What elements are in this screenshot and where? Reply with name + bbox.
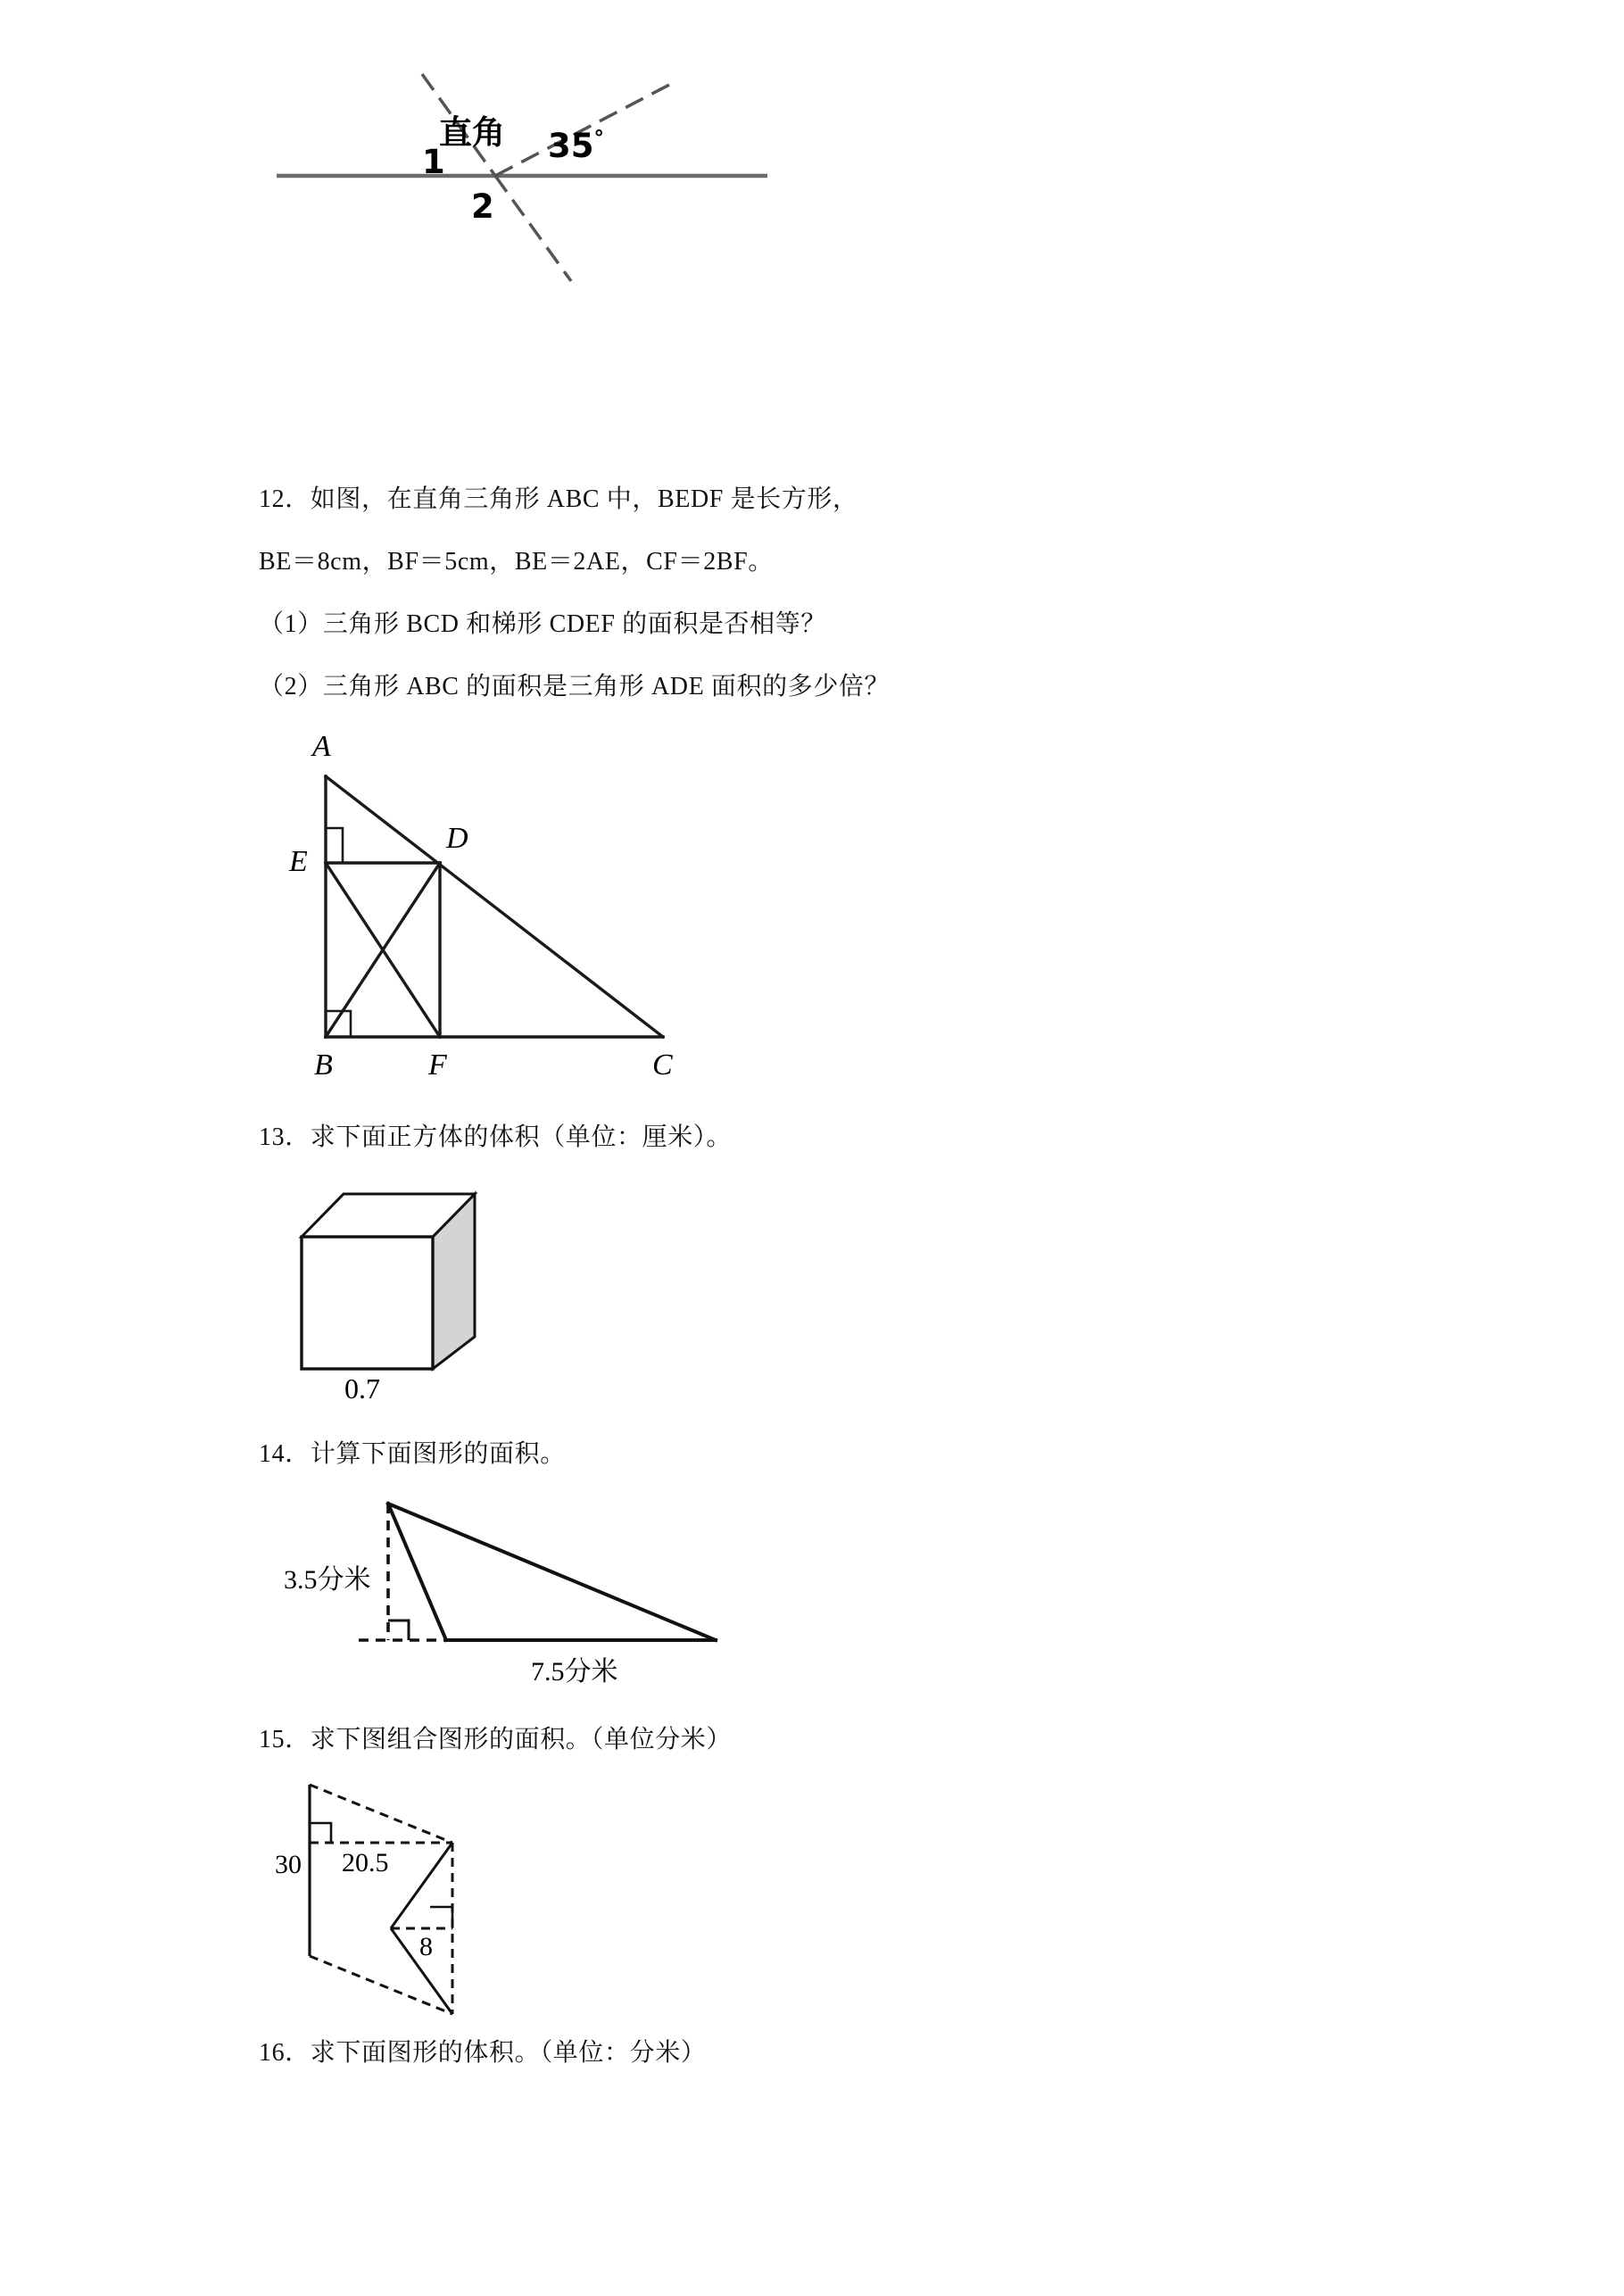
question-12-line-4: （2）三角形 ABC 的面积是三角形 ADE 面积的多少倍？ xyxy=(259,673,891,700)
vertex-label-D: D xyxy=(446,822,468,855)
angle-figure xyxy=(250,54,803,294)
angle-label-35-degrees xyxy=(548,127,604,165)
dashed-ray-lower-right xyxy=(495,176,571,281)
triangle-abc-figure xyxy=(268,714,714,1098)
degree-symbol-icon: ° xyxy=(593,127,604,151)
vertex-label-C: C xyxy=(652,1049,673,1082)
triangle-height-label: 3.5分米 xyxy=(284,1565,371,1595)
vertex-label-E: E xyxy=(289,845,308,878)
angle-label-1: 1 xyxy=(422,143,445,181)
segment-AC xyxy=(326,776,663,1037)
triangle-area-figure xyxy=(259,1490,758,1722)
composite-figure xyxy=(241,1771,526,2030)
vertex-label-A: A xyxy=(312,730,331,763)
composite-notch-upper xyxy=(391,1843,452,1928)
question-13-line-1: 13．求下面正方体的体积（单位：厘米）。 xyxy=(259,1123,733,1151)
right-angle-marker-at-height-foot xyxy=(388,1620,409,1640)
question-12-line-2: BE＝8cm，BF＝5cm，BE＝2AE，CF＝2BF。 xyxy=(259,548,774,576)
angle-label-2: 2 xyxy=(471,187,494,226)
right-angle-marker-notch xyxy=(430,1907,452,1928)
cube-front-face xyxy=(302,1237,433,1369)
question-14-line-1: 14．计算下面图形的面积。 xyxy=(259,1440,566,1468)
cube-edge-label: 0.7 xyxy=(344,1372,380,1405)
composite-top-width-label: 20.5 xyxy=(342,1848,389,1877)
cube-figure xyxy=(277,1169,526,1405)
angle-label-right-angle: 直角 xyxy=(439,113,505,152)
composite-left-side-label: 30 xyxy=(275,1850,302,1879)
right-angle-marker-top-left xyxy=(310,1823,331,1843)
composite-notch-depth-label: 8 xyxy=(419,1932,433,1961)
question-12-line-1: 12．如图，在直角三角形 ABC 中，BEDF 是长方形， xyxy=(259,485,858,513)
question-16-line-1: 16．求下面图形的体积。（单位：分米） xyxy=(259,2039,707,2067)
vertex-label-F: F xyxy=(428,1049,447,1082)
right-angle-marker-at-E xyxy=(326,828,343,863)
question-15-line-1: 15．求下图组合图形的面积。（单位分米） xyxy=(259,1726,733,1753)
triangle-base-label: 7.5分米 xyxy=(531,1657,618,1687)
vertex-label-B: B xyxy=(314,1049,333,1082)
question-12-line-3: （1）三角形 BCD 和梯形 CDEF 的面积是否相等？ xyxy=(259,610,826,638)
angle-35-value: 35 xyxy=(548,127,594,165)
